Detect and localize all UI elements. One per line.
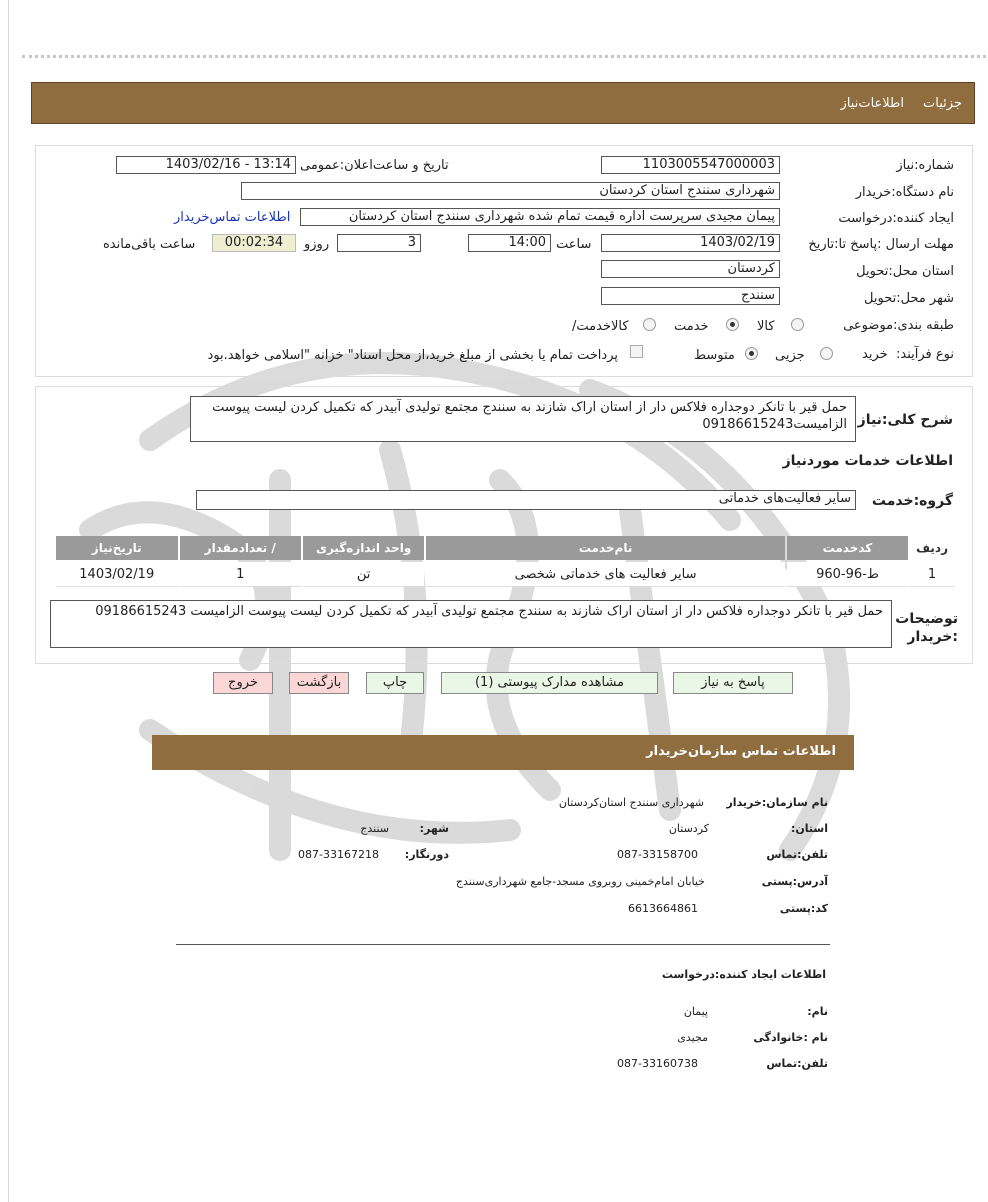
cell-service-code: ط-96-960 [787, 562, 908, 587]
city-label: شهر محل:تحویل [864, 291, 954, 306]
reply-button[interactable]: پاسخ به نیاز [673, 672, 793, 694]
category-label: طبقه بندی:موضوعی [843, 318, 954, 333]
service-group-label: گروه:خدمت [871, 493, 953, 509]
col-service-name: نام‌خدمت [426, 536, 784, 560]
cell-service-name: سایر فعالیت های خدماتی شخصی [426, 562, 784, 587]
cell-row: 1 [910, 562, 954, 587]
section-divider [176, 944, 830, 945]
announce-label: تاریخ و ساعت‌اعلان:عمومی [300, 158, 449, 173]
creator-field: پیمان مجیدی سرپرست اداره قیمت تمام شده شهرداری سنندج استان کردستان [300, 208, 780, 226]
tab-details[interactable]: جزئیات [923, 96, 962, 111]
first-name-label: :نام [807, 1005, 828, 1018]
address-value: خیابان امام‌خمینی روبروی مسجد-جامع شهرداری‌سنندج [455, 875, 705, 888]
address-label: آدرس:پستی [761, 875, 828, 888]
need-info-panel [35, 145, 973, 377]
days-field: 3 [337, 234, 421, 252]
last-name-value: مجیدی [677, 1031, 708, 1044]
contact-title-bar [152, 735, 854, 770]
category-service-radio[interactable] [726, 318, 739, 331]
print-button[interactable]: چاپ [366, 672, 424, 694]
left-border [8, 0, 9, 1202]
services-heading: اطلاعات خدمات موردنیاز [782, 453, 953, 469]
process-medium-label: متوسط [694, 348, 735, 363]
postal-value: 6613664861 [628, 902, 698, 915]
contact-city-label: :شهر [419, 822, 449, 835]
buyer-org-label: نام دستگاه‌:خریدار [855, 185, 954, 200]
contact-city-value: سنندج [360, 822, 389, 835]
remaining-label: ساعت باقی‌مانده [103, 237, 196, 252]
treasury-payment-note: پرداخت تمام یا بخشی از مبلغ خرید،از محل اسناد" خزانه "اسلامی خواهد.بود [207, 348, 618, 363]
col-service-code: کدخدمت [787, 536, 908, 560]
province-label: استان محل:تحویل [856, 264, 954, 279]
table-row [56, 562, 954, 587]
col-quantity: / تعدادمقدار [180, 536, 301, 560]
buyer-notes-label: توضیحات :خریدار [895, 611, 958, 645]
col-need-date: تاریخ‌نیاز [56, 536, 178, 560]
col-unit: واحد اندازه‌گیری [303, 536, 424, 560]
process-minor-label: جزیی [775, 348, 805, 363]
col-row: ردیف [910, 536, 954, 560]
deadline-date-field: 1403/02/19 [601, 234, 780, 252]
fax-value: 087-33167218 [298, 848, 379, 861]
process-medium-radio[interactable] [745, 347, 758, 360]
buyer-org-field: شهرداری سنندج استان کردستان [241, 182, 780, 200]
cell-quantity: 1 [180, 562, 301, 587]
time-label: ساعت [556, 237, 592, 252]
process-minor-radio[interactable] [820, 347, 833, 360]
fax-label: :دورنگار [404, 848, 449, 861]
general-desc-box: حمل قیر با تانکر دوجداره فلاکس دار از استان اراک شازند به سنندج مجتمع تولیدی آبیدر که تکمیل کردن لیست پیوست الزامیست09186615243 [190, 396, 856, 442]
org-value: شهرداری سنندج استان‌کردستان [558, 796, 704, 809]
treasury-payment-checkbox[interactable] [630, 345, 643, 358]
deadline-time-field: 14:00 [468, 234, 551, 252]
creator-label: ایجاد کننده‌:درخواست [838, 211, 954, 226]
org-label: نام سازمان:خریدار [726, 796, 828, 809]
cell-need-date: 1403/02/19 [56, 562, 178, 587]
contact-phone-value: 087-33158700 [617, 848, 698, 861]
service-group-field: سایر فعالیت‌های خدماتی [196, 490, 856, 510]
days-label: روزو [304, 237, 330, 252]
deadline-label: مهلت ارسال :پاسخ تا:تاریخ [808, 237, 954, 252]
first-name-value: پیمان [683, 1005, 708, 1018]
category-service-label: خدمت [674, 319, 709, 334]
need-number-field: 1103005547000003 [601, 156, 780, 174]
contact-province-value: کردستان [668, 822, 709, 835]
back-button[interactable]: بازگشت [289, 672, 349, 694]
buyer-contact-link[interactable]: اطلاعات تماس‌خریدار [174, 210, 291, 225]
contact-phone-label: تلفن:تماس [766, 848, 828, 861]
category-goods-radio[interactable] [791, 318, 804, 331]
exit-button[interactable]: خروج [213, 672, 273, 694]
general-desc-label: شرح کلی:نیاز [857, 412, 953, 428]
process-buy-label: خرید [862, 347, 888, 362]
tab-need-info[interactable]: اطلاعات‌نیاز [840, 96, 904, 111]
dotted-separator [22, 55, 986, 58]
category-both-radio[interactable] [643, 318, 656, 331]
category-goods-label: کالا [757, 319, 775, 334]
city-field: سنندج [601, 287, 780, 305]
cell-unit: تن [303, 562, 424, 587]
announce-field: 1403/02/16 - 13:14 [116, 156, 296, 174]
buyer-notes-box: حمل قیر با تانکر دوجداره فلاکس دار از استان اراک شازند به سنندج مجتمع تولیدی آبیدر که تکمیل کردن لیست پیوست الزامیست 09186615243 [50, 600, 892, 648]
contact-province-label: :استان [790, 822, 828, 835]
need-number-label: شماره‌:نیاز [896, 158, 954, 173]
attachments-button[interactable]: مشاهده مدارک پیوستی (1) [441, 672, 658, 694]
postal-label: کد:پستی [779, 902, 828, 915]
creator-heading: اطلاعات ایجاد کننده‌:درخواست [661, 968, 826, 981]
services-table [54, 534, 956, 589]
last-name-label: نام :خانوادگی [753, 1031, 828, 1044]
category-both-label: /کالاخدمت [572, 319, 629, 334]
province-field: کردستان [601, 260, 780, 278]
contact-title: اطلاعات تماس سازمان‌خریدار [646, 744, 836, 759]
remaining-timer: 00:02:34 [212, 234, 296, 252]
creator-phone-value: 087-33160738 [617, 1057, 698, 1070]
page-title-bar [31, 82, 975, 124]
creator-phone-label: تلفن:تماس [766, 1057, 828, 1070]
process-label: نوع فرآیند: [896, 347, 954, 362]
services-table-header [56, 536, 954, 560]
